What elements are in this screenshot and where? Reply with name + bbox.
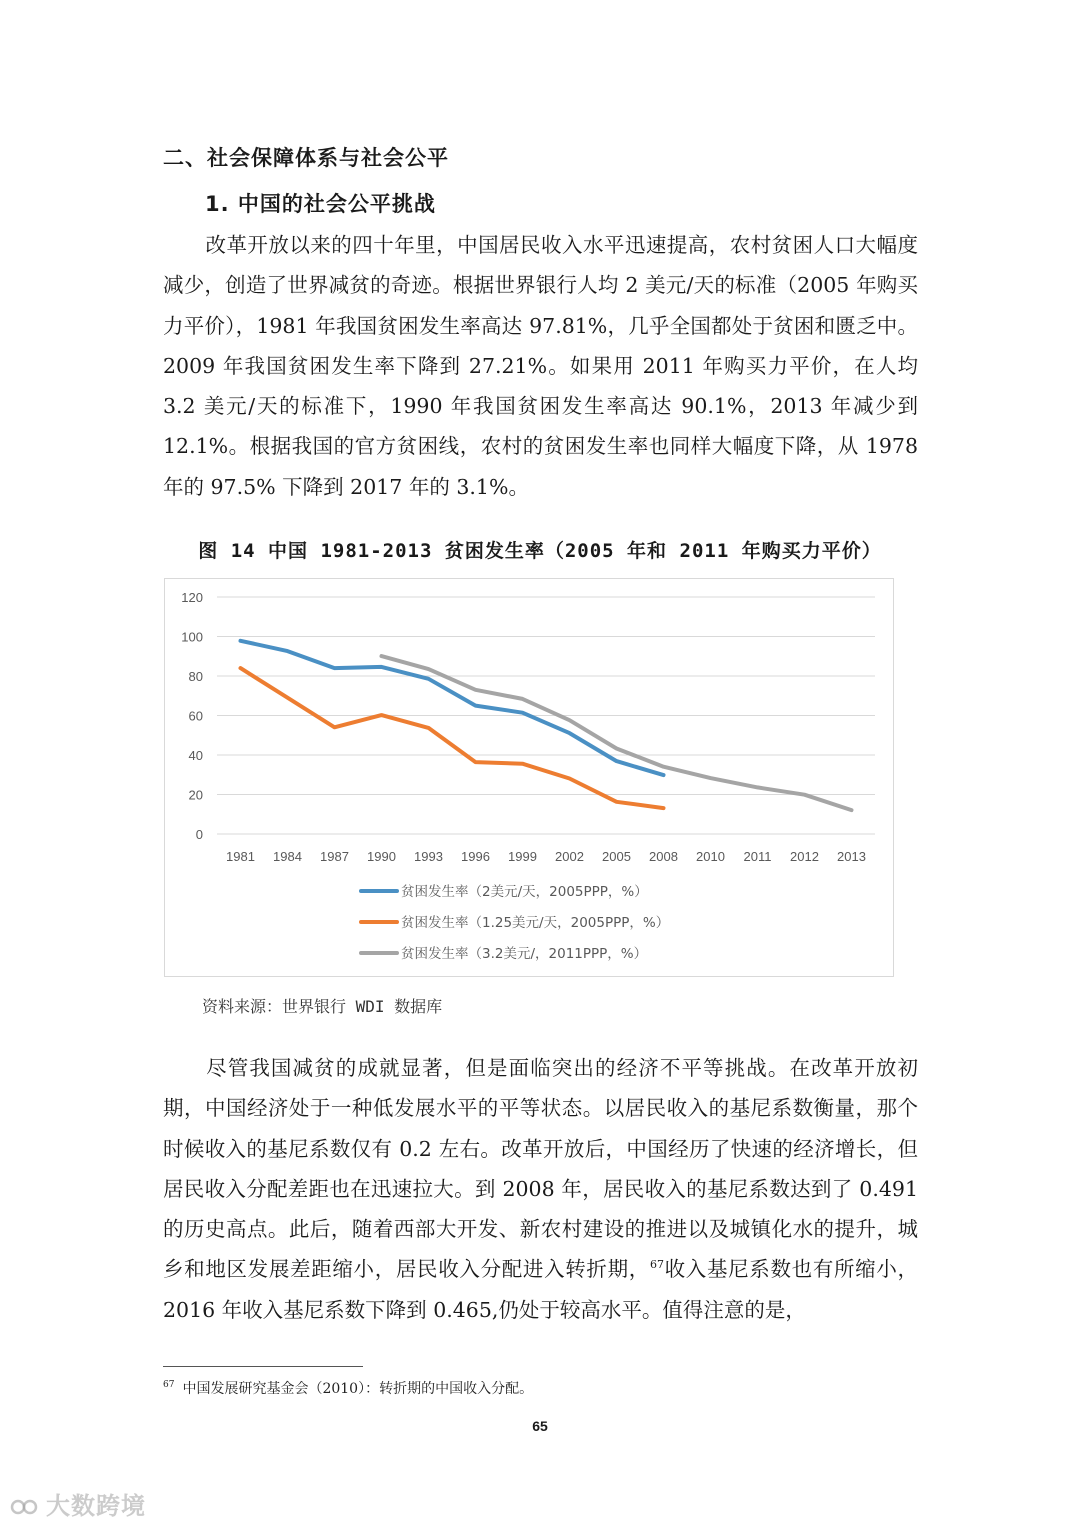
footnote-number: 67 bbox=[163, 1380, 175, 1391]
x-tick-label: 2013 bbox=[837, 849, 866, 864]
y-tick-label: 40 bbox=[188, 748, 203, 763]
y-tick-label: 80 bbox=[188, 669, 203, 684]
paragraph-inequality-text-a: 尽管我国减贫的成就显著，但是面临突出的经济不平等挑战。在改革开放初期，中国经济处于一种低发展水平的平等状态。以居民收入的基尼系数衡量，那个时候收入的基尼系数仅有 0.2 左右。改革开放后，中国经历了快速的经济增长，但居民收入分配差距也在迅速拉大。到 2008 年，居民收入的基尼系数达到了 0.491 的历史高点。此后，随着西部大开发、新农村建设的推进以及城镇化水的提升，城乡和地区发展差距缩小，居民收入分配进入转折期， bbox=[163, 1056, 918, 1282]
x-tick-label: 1990 bbox=[367, 849, 396, 864]
x-tick-label: 1981 bbox=[226, 849, 255, 864]
x-tick-label: 2005 bbox=[602, 849, 631, 864]
x-tick-label: 2008 bbox=[649, 849, 678, 864]
x-tick-label: 1984 bbox=[273, 849, 302, 864]
paragraph-poverty-text: 改革开放以来的四十年里，中国居民收入水平迅速提高，农村贫困人口大幅度减少，创造了世界减贫的奇迹。根据世界银行人均 2 美元/天的标准（2005 年购买力平价），1981 年我国贫困发生率高达 97.81%，几乎全国都处于贫困和匮乏中。2009 年我国贫困发生率下降到 27.21%。如果用 2011 年购买力平价，在人均 3.2 美元/天的标准下，1990 年我国贫困发生率高达 90.1%，2013 年减少到 12.1%。根据我国的官方贫困线，农村的贫困发生率也同样大幅度下降，从 1978 年的 97.5% 下降到 2017 年的 3.1%。 bbox=[163, 233, 918, 499]
paragraph-inequality bbox=[163, 1048, 918, 1330]
figure-title: 图 14 中国 1981-2013 贫困发生率（2005 年和 2011 年购买力平价） bbox=[198, 540, 882, 562]
watermark bbox=[10, 1486, 146, 1521]
x-tick-label: 2012 bbox=[790, 849, 819, 864]
y-tick-label: 20 bbox=[188, 787, 203, 803]
watermark-logo-icon bbox=[10, 1496, 42, 1518]
y-tick-label: 120 bbox=[181, 590, 203, 605]
x-tick-label: 1987 bbox=[320, 849, 349, 864]
chart-svg bbox=[165, 579, 893, 976]
footnote-text: 中国发展研究基金会（2010）：转折期的中国收入分配。 bbox=[182, 1381, 534, 1397]
legend-label: 贫困发生率（1.25美元/天，2005PPP，%） bbox=[401, 915, 670, 931]
y-tick-label: 0 bbox=[195, 827, 203, 842]
x-tick-label: 2011 bbox=[743, 849, 772, 864]
legend-label: 贫困发生率（3.2美元/，2011PPP，%） bbox=[401, 946, 648, 962]
x-tick-label: 1996 bbox=[461, 849, 490, 864]
subsection-heading: 1. 中国的社会公平挑战 bbox=[205, 192, 436, 216]
series-line-3 bbox=[382, 656, 852, 810]
x-tick-label: 2010 bbox=[696, 849, 725, 864]
paragraph-poverty bbox=[163, 225, 918, 507]
watermark-text: 大数跨境 bbox=[46, 1492, 146, 1520]
paragraph-inequality-text-b: 收入基尼系数也有所缩小，2016 年收入基尼系数下降到 0.465,仍处于较高水平。值得注意的是， bbox=[163, 1257, 919, 1322]
page-number: 65 bbox=[532, 1418, 548, 1434]
legend-label: 贫困发生率（2美元/天，2005PPP，%） bbox=[401, 884, 648, 900]
footnote-ref[interactable]: 67 bbox=[649, 1258, 664, 1272]
footnote-divider bbox=[163, 1366, 363, 1367]
footnote bbox=[163, 1378, 533, 1398]
poverty-rate-chart bbox=[164, 578, 894, 977]
y-tick-label: 100 bbox=[181, 629, 203, 645]
section-heading: 二、社会保障体系与社会公平 bbox=[163, 146, 449, 170]
source-note: 资料来源：世界银行 WDI 数据库 bbox=[202, 997, 443, 1016]
x-tick-label: 1993 bbox=[414, 849, 443, 864]
y-tick-label: 60 bbox=[188, 708, 203, 724]
x-tick-label: 2002 bbox=[555, 849, 584, 864]
x-tick-label: 1999 bbox=[508, 849, 537, 864]
